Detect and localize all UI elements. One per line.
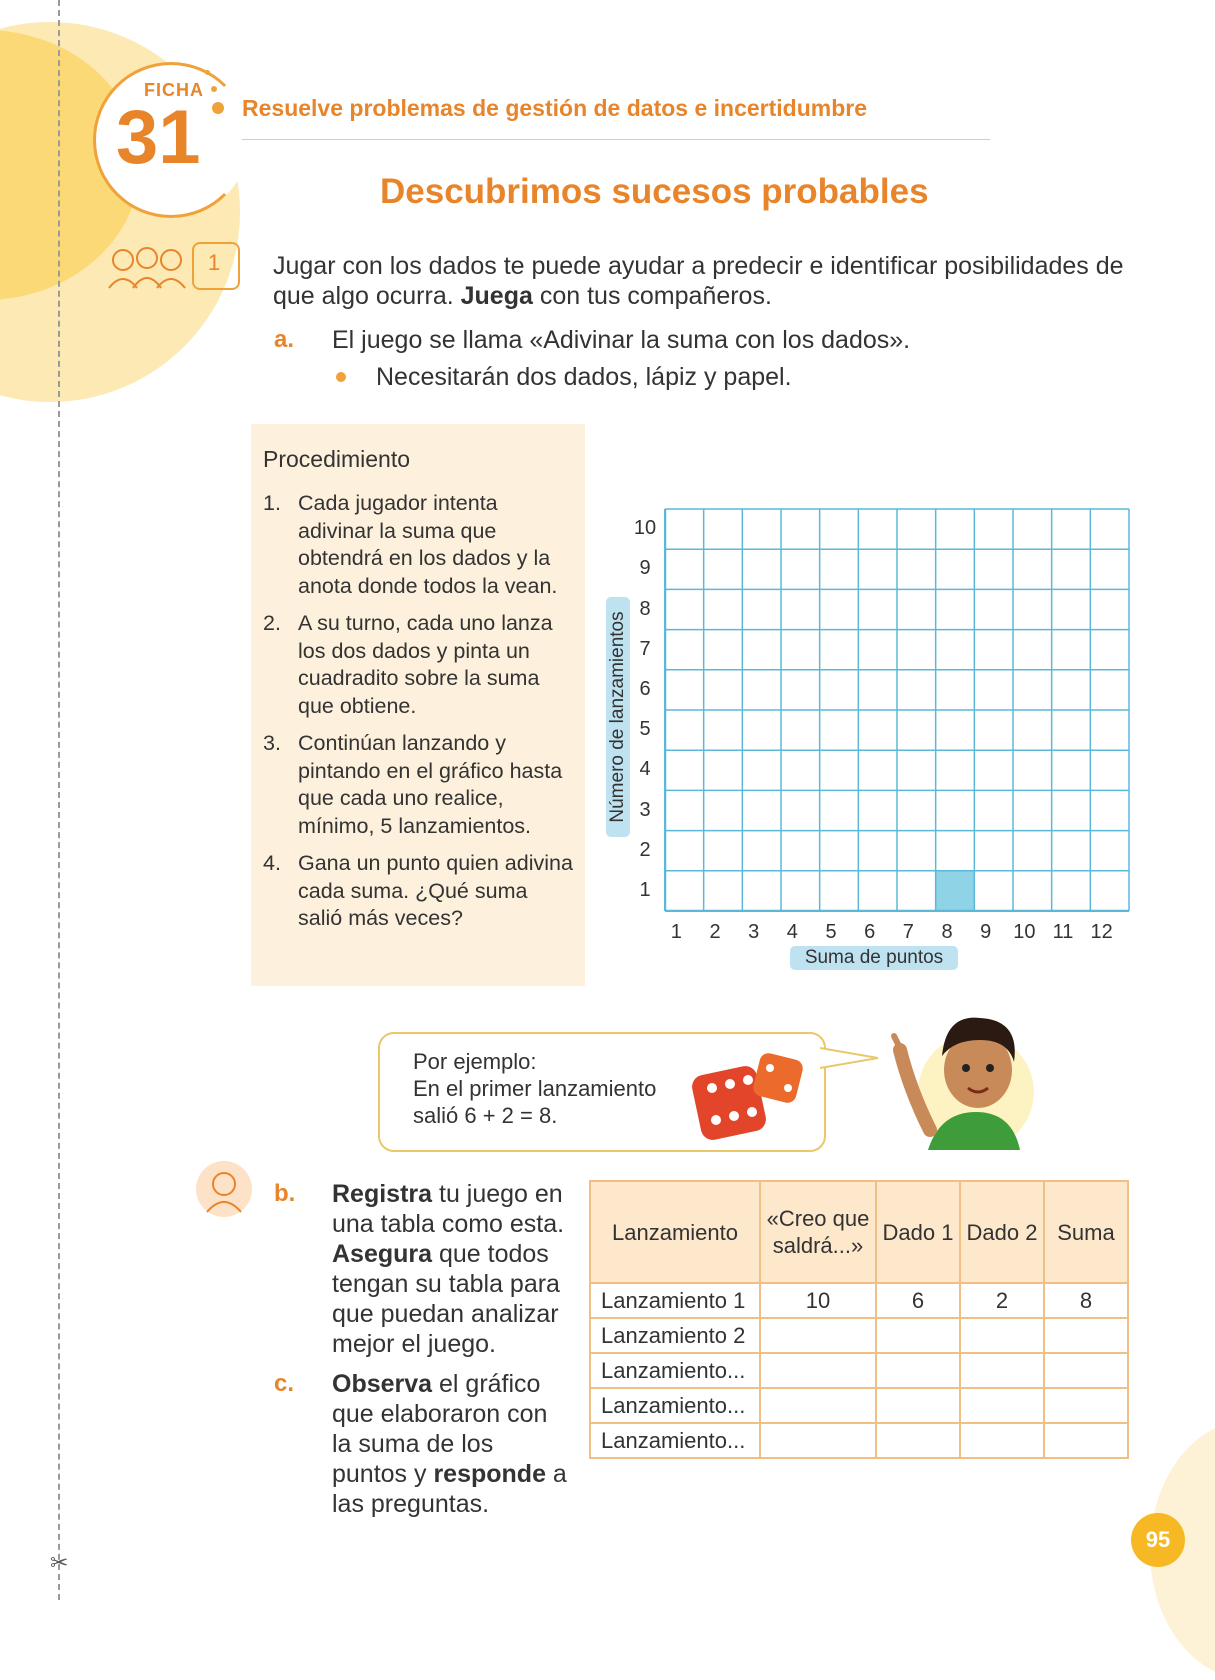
y-tick-label: 10 [633,517,657,540]
table-row [590,1388,1128,1423]
activity-intro [273,251,1133,311]
page-number: 95 [1131,1513,1185,1567]
x-tick-label: 7 [902,921,914,943]
step-number: 4. [263,851,281,875]
bullet-text: Necesitarán dos dados, lápiz y papel. [376,363,792,391]
table-cell [876,1353,960,1388]
item-b-bold-2: Asegura [332,1240,433,1268]
x-axis-label: Suma de puntos [790,946,958,970]
x-tick-label: 1 [670,921,682,943]
y-tick-label: 4 [639,758,651,781]
step-text: A su turno, cada uno lanza los dos dados y pinta un cuadradito sobre la suma que obtiene. [298,611,553,718]
table-cell [760,1318,876,1353]
table-cell: 2 [960,1283,1044,1318]
step-text: Continúan lanzando y pintando en el gráfico hasta que cada uno realice, mínimo, 5 lanzamientos. [298,731,563,838]
y-tick-label: 1 [639,878,651,901]
x-tick-label: 10 [1013,921,1036,943]
activity-number: 1 [207,250,221,275]
table-cell: 10 [760,1283,876,1318]
table-cell [960,1423,1044,1458]
boy-pointing-illustration [880,1000,1050,1150]
x-tick-label: 6 [864,921,876,943]
y-tick-label: 2 [639,838,651,861]
table-cell [1044,1388,1128,1423]
page-title: Descubrimos sucesos probables [380,172,929,211]
x-tick-label: 4 [786,921,798,943]
table-cell: Lanzamiento... [590,1423,760,1458]
header-dado-2: Dado 2 [960,1181,1044,1283]
x-tick-label: 11 [1052,921,1074,943]
table-cell [876,1423,960,1458]
item-b-text-2: que todos tengan su tabla para que puedan analizar mejor el juego. [332,1240,560,1358]
item-b-letter: b. [274,1180,296,1207]
item-c-text-1: el gráfico que elaboraron con la suma de los puntos y [332,1370,548,1488]
table-cell: 8 [1044,1283,1128,1318]
step-text: Cada jugador intenta adivinar la suma que obtendrá en los dados y la anota donde todos la vean. [298,491,558,598]
table-cell [760,1423,876,1458]
competency-heading: Resuelve problemas de gestión de datos e incertidumbre [242,95,868,121]
table-row [590,1353,1128,1388]
bubble-tail [820,1040,880,1080]
bullet-icon [336,372,346,382]
table-cell [760,1353,876,1388]
bar-cell-8 [936,871,975,911]
table-cell: Lanzamiento 2 [590,1318,760,1353]
procedure-step [263,730,573,840]
ficha-label: FICHA [144,80,204,100]
item-b-bold-1: Registra [332,1180,433,1208]
scissors-icon: ✂ [50,1550,69,1575]
step-text: Gana un punto quien adivina cada suma. ¿Qué suma salió más veces? [298,851,573,930]
intro-bold: Juega [460,282,533,310]
header-lanzamiento: Lanzamiento [590,1181,760,1283]
step-number: 1. [263,491,281,515]
item-c-text [332,1369,572,1519]
table-cell [960,1318,1044,1353]
table-row [590,1423,1128,1458]
header-dado-1: Dado 1 [876,1181,960,1283]
item-c-bold-2: responde [433,1460,546,1488]
step-number: 3. [263,731,281,755]
y-tick-label: 3 [639,798,651,821]
dot-small-2 [211,86,217,92]
table-row [590,1318,1128,1353]
ficha-number: 31 [116,95,201,180]
header-creo: «Creo que saldrá...» [760,1181,876,1283]
dice-icon [690,1050,814,1150]
table-header-row [590,1181,1128,1283]
table-cell [1044,1318,1128,1353]
chart-grid-svg [664,508,1130,912]
header-divider [242,139,990,140]
table-cell [1044,1423,1128,1458]
individual-work-icon [195,1160,253,1218]
x-tick-label: 3 [748,921,760,943]
procedure-step [263,850,573,933]
x-tick-label: 12 [1090,921,1113,943]
procedure-step [263,610,573,720]
procedure-title: Procedimiento [263,446,411,472]
item-b-text [332,1179,572,1359]
example-line-3: salió 6 + 2 = 8. [413,1103,558,1128]
x-tick-label: 5 [825,921,837,943]
table-cell [876,1318,960,1353]
table-cell [876,1388,960,1423]
table-cell: Lanzamiento... [590,1388,760,1423]
y-tick-label: 5 [639,718,651,741]
table-cell [960,1388,1044,1423]
x-tick-label: 9 [980,921,992,943]
item-a-text: El juego se llama «Adivinar la suma con los dados». [332,326,911,354]
table-cell [760,1388,876,1423]
procedure-step [263,490,573,600]
y-tick-label: 8 [639,597,651,620]
y-tick-label: 9 [639,557,651,580]
cut-line [58,0,60,1600]
item-a-letter: a. [274,326,295,353]
example-line-1: Por ejemplo: [413,1049,537,1074]
item-b-text-1: tu juego en una tabla como esta. [332,1180,565,1238]
example-line-2: En el primer lanzamiento [413,1076,657,1101]
table-cell: 6 [876,1283,960,1318]
y-axis-label: Número de lanzamientos [606,597,630,837]
item-c-letter: c. [274,1370,295,1397]
table-cell [960,1353,1044,1388]
y-tick-label: 6 [639,677,651,700]
register-table [589,1180,1129,1459]
intro-text-pre: Jugar con los dados te puede ayudar a predecir e identificar posibilidades de que algo ocurra. [273,252,1124,310]
procedure-box [251,424,585,986]
x-tick-label: 8 [941,921,953,943]
y-tick-label: 7 [639,637,651,660]
step-number: 2. [263,611,281,635]
group-work-icon [107,244,189,290]
procedure-list [263,490,573,943]
table-body [590,1283,1128,1458]
table-cell: Lanzamiento... [590,1353,760,1388]
header-suma: Suma [1044,1181,1128,1283]
item-c-text-2: a las preguntas. [332,1460,567,1518]
intro-text-post: con tus compañeros. [532,282,772,310]
table-cell [1044,1353,1128,1388]
x-tick-label: 2 [709,921,721,943]
dot-small-1 [205,70,210,75]
dot-large [212,102,224,114]
table-row [590,1283,1128,1318]
table-cell: Lanzamiento 1 [590,1283,760,1318]
item-c-bold-1: Observa [332,1370,433,1398]
